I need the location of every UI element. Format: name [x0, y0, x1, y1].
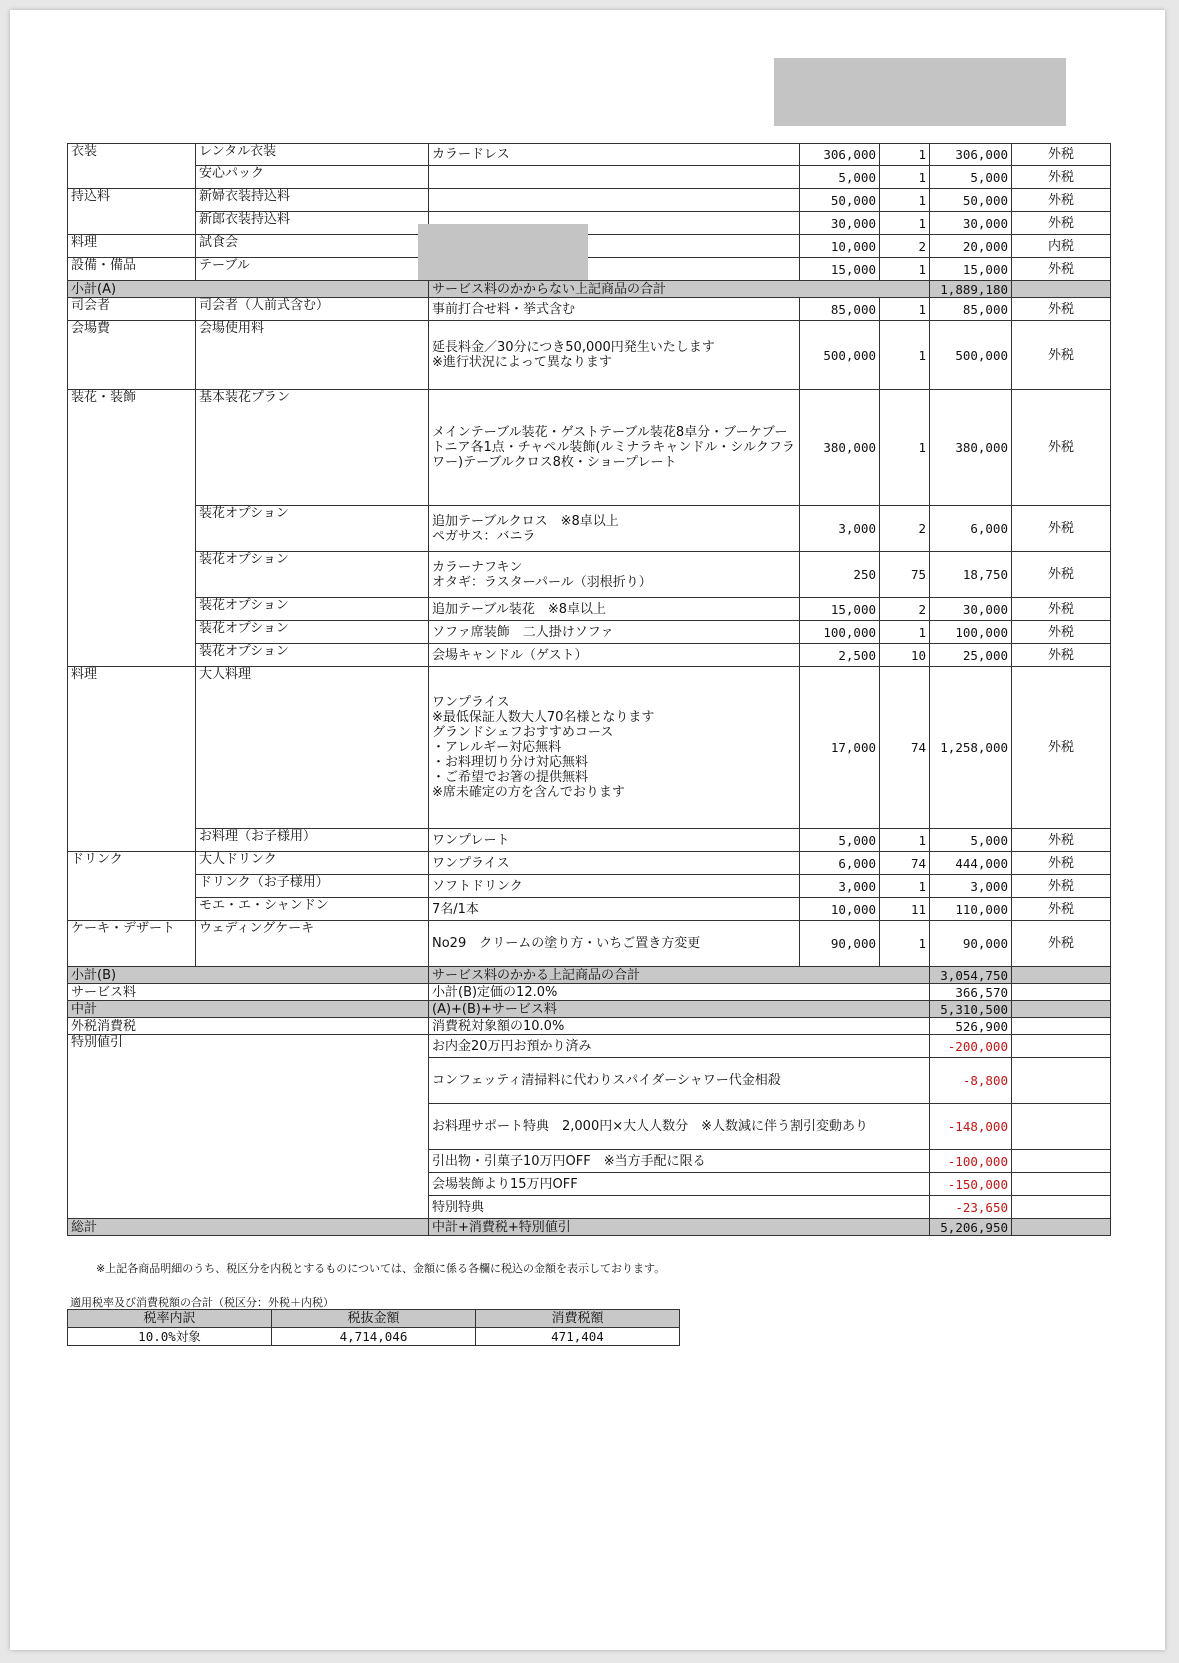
discount-amount: -23,650: [930, 1196, 1012, 1219]
subtotal-description: 中計+消費税+特別値引: [429, 1219, 930, 1236]
unit-price-cell: 17,000: [800, 667, 880, 829]
amount-cell: 1,258,000: [930, 667, 1012, 829]
detail-cell: カラーナフキン オタギ：ラスターパール（羽根折り）: [429, 552, 800, 598]
item-name-cell: テーブル: [196, 258, 429, 281]
amount-cell: 90,000: [930, 921, 1012, 967]
category-cell: 持込料: [68, 189, 196, 235]
tax-type-cell: 外税: [1012, 390, 1111, 506]
subtotal-description: サービス料のかからない上記商品の合計: [429, 281, 930, 298]
line-item-row: [68, 829, 1111, 852]
category-cell: 衣装: [68, 144, 196, 189]
unit-price-cell: 3,000: [800, 875, 880, 898]
subtotal-tax-cell: [1012, 281, 1111, 298]
item-name-cell: 装花オプション: [196, 598, 429, 621]
tax-summary-row: [68, 1328, 680, 1346]
detail-cell: ワンプライス: [429, 852, 800, 875]
detail-cell: ワンプレート: [429, 829, 800, 852]
quantity-cell: 75: [880, 552, 930, 598]
amount-cell: 3,000: [930, 875, 1012, 898]
unit-price-cell: 90,000: [800, 921, 880, 967]
line-item-row: [68, 667, 1111, 829]
header-tax-amount: 消費税額: [476, 1310, 680, 1328]
subtotal-row: [68, 1219, 1111, 1236]
category-cell: 料理: [68, 235, 196, 258]
quantity-cell: 10: [880, 644, 930, 667]
tax-amount: 471,404: [476, 1328, 680, 1346]
header-taxable-amount: 税抜金額: [272, 1310, 476, 1328]
line-item-row: [68, 390, 1111, 506]
quantity-cell: 2: [880, 235, 930, 258]
subtotal-tax-cell: [1012, 967, 1111, 984]
subtotal-description: 消費税対象額の10.0%: [429, 1018, 930, 1035]
item-name-cell: 試食会: [196, 235, 429, 258]
line-item-row: [68, 875, 1111, 898]
amount-cell: 5,000: [930, 166, 1012, 189]
amount-cell: 25,000: [930, 644, 1012, 667]
amount-cell: 15,000: [930, 258, 1012, 281]
category-cell: 会場費: [68, 321, 196, 390]
item-name-cell: 司会者（人前式含む）: [196, 298, 429, 321]
unit-price-cell: 10,000: [800, 235, 880, 258]
amount-cell: 444,000: [930, 852, 1012, 875]
discount-amount: -148,000: [930, 1104, 1012, 1150]
tax-type-cell: 外税: [1012, 667, 1111, 829]
quantity-cell: 1: [880, 144, 930, 166]
detail-cell: [429, 189, 800, 212]
unit-price-cell: 15,000: [800, 598, 880, 621]
quantity-cell: 2: [880, 506, 930, 552]
subtotal-row: [68, 1018, 1111, 1035]
discount-tax-cell: [1012, 1150, 1111, 1173]
line-item-row: [68, 189, 1111, 212]
quantity-cell: 1: [880, 212, 930, 235]
discount-amount: -8,800: [930, 1058, 1012, 1104]
unit-price-cell: 30,000: [800, 212, 880, 235]
tax-type-cell: 外税: [1012, 258, 1111, 281]
tax-type-cell: 外税: [1012, 852, 1111, 875]
detail-cell: 7名/1本: [429, 898, 800, 921]
quantity-cell: 2: [880, 598, 930, 621]
subtotal-row: [68, 967, 1111, 984]
redacted-header-block: [774, 58, 1066, 126]
item-name-cell: 装花オプション: [196, 644, 429, 667]
item-name-cell: 安心パック: [196, 166, 429, 189]
item-name-cell: お料理（お子様用）: [196, 829, 429, 852]
quantity-cell: 1: [880, 298, 930, 321]
line-item-row: [68, 852, 1111, 875]
tax-type-cell: 外税: [1012, 644, 1111, 667]
unit-price-cell: 85,000: [800, 298, 880, 321]
subtotal-amount: 366,570: [930, 984, 1012, 1001]
quantity-cell: 1: [880, 189, 930, 212]
unit-price-cell: 5,000: [800, 829, 880, 852]
unit-price-cell: 500,000: [800, 321, 880, 390]
estimate-table: [67, 143, 1111, 1236]
quantity-cell: 1: [880, 621, 930, 644]
discount-description: 会場装飾より15万円OFF: [429, 1173, 930, 1196]
discount-row: [68, 1035, 1111, 1058]
discount-tax-cell: [1012, 1058, 1111, 1104]
redacted-detail-block: [418, 224, 588, 280]
amount-cell: 110,000: [930, 898, 1012, 921]
quantity-cell: 74: [880, 667, 930, 829]
category-cell: 料理: [68, 667, 196, 852]
subtotal-description: 小計(B)定価の12.0%: [429, 984, 930, 1001]
tax-type-cell: 内税: [1012, 235, 1111, 258]
taxable-amount: 4,714,046: [272, 1328, 476, 1346]
discount-amount: -100,000: [930, 1150, 1012, 1173]
category-cell: ドリンク: [68, 852, 196, 921]
line-item-row: [68, 321, 1111, 390]
subtotal-label: 小計(A): [68, 281, 429, 298]
discount-label: 特別値引: [68, 1035, 429, 1219]
tax-type-cell: 外税: [1012, 829, 1111, 852]
discount-description: お内金20万円お預かり済み: [429, 1035, 930, 1058]
amount-cell: 30,000: [930, 212, 1012, 235]
item-name-cell: 大人ドリンク: [196, 852, 429, 875]
item-name-cell: 装花オプション: [196, 552, 429, 598]
tax-type-cell: 外税: [1012, 144, 1111, 166]
item-name-cell: 新郎衣装持込料: [196, 212, 429, 235]
amount-cell: 306,000: [930, 144, 1012, 166]
amount-cell: 85,000: [930, 298, 1012, 321]
quantity-cell: 11: [880, 898, 930, 921]
subtotal-tax-cell: [1012, 984, 1111, 1001]
amount-cell: 30,000: [930, 598, 1012, 621]
detail-cell: No29 クリームの塗り方・いちご置き方変更: [429, 921, 800, 967]
item-name-cell: レンタル衣装: [196, 144, 429, 166]
detail-cell: 延長料金／30分につき50,000円発生いたします ※進行状況によって異なります: [429, 321, 800, 390]
line-item-row: [68, 644, 1111, 667]
unit-price-cell: 100,000: [800, 621, 880, 644]
discount-amount: -200,000: [930, 1035, 1012, 1058]
subtotal-amount: 526,900: [930, 1018, 1012, 1035]
amount-cell: 5,000: [930, 829, 1012, 852]
category-cell: 装花・装飾: [68, 390, 196, 667]
line-item-row: [68, 552, 1111, 598]
discount-description: 特別特典: [429, 1196, 930, 1219]
line-item-row: [68, 298, 1111, 321]
item-name-cell: 大人料理: [196, 667, 429, 829]
amount-cell: 100,000: [930, 621, 1012, 644]
subtotal-amount: 1,889,180: [930, 281, 1012, 298]
line-item-row: [68, 621, 1111, 644]
discount-tax-cell: [1012, 1173, 1111, 1196]
category-cell: ケーキ・デザート: [68, 921, 196, 967]
detail-cell: ソファ席装飾 二人掛けソファ: [429, 621, 800, 644]
subtotal-tax-cell: [1012, 1001, 1111, 1018]
line-item-row: [68, 212, 1111, 235]
unit-price-cell: 10,000: [800, 898, 880, 921]
detail-cell: 追加テーブル装花 ※8卓以上: [429, 598, 800, 621]
tax-type-cell: 外税: [1012, 898, 1111, 921]
category-cell: 司会者: [68, 298, 196, 321]
line-item-row: [68, 506, 1111, 552]
unit-price-cell: 380,000: [800, 390, 880, 506]
item-name-cell: 会場使用料: [196, 321, 429, 390]
quantity-cell: 1: [880, 390, 930, 506]
item-name-cell: 装花オプション: [196, 506, 429, 552]
subtotal-description: (A)+(B)+サービス料: [429, 1001, 930, 1018]
unit-price-cell: 50,000: [800, 189, 880, 212]
amount-cell: 50,000: [930, 189, 1012, 212]
tax-type-cell: 外税: [1012, 298, 1111, 321]
tax-type-cell: 外税: [1012, 621, 1111, 644]
tax-type-cell: 外税: [1012, 166, 1111, 189]
item-name-cell: ドリンク（お子様用）: [196, 875, 429, 898]
tax-note: ※上記各商品明細のうち、税区分を内税とするものについては、金額に係る各欄に税込の金額を表示しております。: [96, 1262, 666, 1275]
subtotal-label: 中計: [68, 1001, 429, 1018]
discount-tax-cell: [1012, 1196, 1111, 1219]
tax-type-cell: 外税: [1012, 552, 1111, 598]
amount-cell: 20,000: [930, 235, 1012, 258]
amount-cell: 6,000: [930, 506, 1012, 552]
line-item-row: [68, 898, 1111, 921]
discount-description: 引出物・引菓子10万円OFF ※当方手配に限る: [429, 1150, 930, 1173]
tax-type-cell: 外税: [1012, 321, 1111, 390]
quantity-cell: 1: [880, 829, 930, 852]
tax-type-cell: 外税: [1012, 598, 1111, 621]
detail-cell: 追加テーブルクロス ※8卓以上 ペガサス：バニラ: [429, 506, 800, 552]
detail-cell: ソフトドリンク: [429, 875, 800, 898]
detail-cell: ワンプライス ※最低保証人数大人70名様となります グランドシェフおすすめコース ・アレルギー対応無料 ・お料理切り分け対応無料 ・ご希望でお箸の提供無料 ※席未確定の方を含んでおります: [429, 667, 800, 829]
discount-tax-cell: [1012, 1035, 1111, 1058]
subtotal-row: [68, 984, 1111, 1001]
amount-cell: 18,750: [930, 552, 1012, 598]
unit-price-cell: 5,000: [800, 166, 880, 189]
quantity-cell: 1: [880, 258, 930, 281]
line-item-row: [68, 235, 1111, 258]
subtotal-label: 小計(B): [68, 967, 429, 984]
tax-summary-header-row: [68, 1310, 680, 1328]
unit-price-cell: 6,000: [800, 852, 880, 875]
subtotal-tax-cell: [1012, 1018, 1111, 1035]
line-item-row: [68, 598, 1111, 621]
unit-price-cell: 3,000: [800, 506, 880, 552]
line-item-row: [68, 144, 1111, 166]
amount-cell: 380,000: [930, 390, 1012, 506]
discount-description: お料理サポート特典 2,000円×大人人数分 ※人数減に伴う割引変動あり: [429, 1104, 930, 1150]
tax-type-cell: 外税: [1012, 921, 1111, 967]
quantity-cell: 1: [880, 321, 930, 390]
discount-description: コンフェッティ清掃料に代わりスパイダーシャワー代金相殺: [429, 1058, 930, 1104]
unit-price-cell: 15,000: [800, 258, 880, 281]
line-item-row: [68, 166, 1111, 189]
discount-amount: -150,000: [930, 1173, 1012, 1196]
detail-cell: カラードレス: [429, 144, 800, 166]
subtotal-row: [68, 1001, 1111, 1018]
detail-cell: 事前打合せ料・挙式含む: [429, 298, 800, 321]
quantity-cell: 1: [880, 921, 930, 967]
subtotal-label: 総計: [68, 1219, 429, 1236]
tax-type-cell: 外税: [1012, 212, 1111, 235]
subtotal-amount: 3,054,750: [930, 967, 1012, 984]
subtotal-label: 外税消費税: [68, 1018, 429, 1035]
subtotal-amount: 5,206,950: [930, 1219, 1012, 1236]
item-name-cell: モエ・エ・シャンドン: [196, 898, 429, 921]
unit-price-cell: 306,000: [800, 144, 880, 166]
subtotal-description: サービス料のかかる上記商品の合計: [429, 967, 930, 984]
quantity-cell: 1: [880, 875, 930, 898]
amount-cell: 500,000: [930, 321, 1012, 390]
subtotal-row: [68, 281, 1111, 298]
item-name-cell: 基本装花プラン: [196, 390, 429, 506]
header-tax-rate: 税率内訳: [68, 1310, 272, 1328]
line-item-row: [68, 921, 1111, 967]
quantity-cell: 1: [880, 166, 930, 189]
item-name-cell: ウェディングケーキ: [196, 921, 429, 967]
item-name-cell: 装花オプション: [196, 621, 429, 644]
tax-type-cell: 外税: [1012, 875, 1111, 898]
subtotal-label: サービス料: [68, 984, 429, 1001]
tax-summary-title: 適用税率及び消費税額の合計（税区分：外税＋内税）: [70, 1296, 334, 1309]
quantity-cell: 74: [880, 852, 930, 875]
subtotal-amount: 5,310,500: [930, 1001, 1012, 1018]
subtotal-tax-cell: [1012, 1219, 1111, 1236]
unit-price-cell: 250: [800, 552, 880, 598]
tax-type-cell: 外税: [1012, 189, 1111, 212]
unit-price-cell: 2,500: [800, 644, 880, 667]
detail-cell: メインテーブル装花・ゲストテーブル装花8卓分・ブーケブートニア各1点・チャペル装飾(ルミナラキャンドル・シルクフラワー)テーブルクロス8枚・ショープレート: [429, 390, 800, 506]
item-name-cell: 新婦衣装持込料: [196, 189, 429, 212]
category-cell: 設備・備品: [68, 258, 196, 281]
tax-rate: 10.0%対象: [68, 1328, 272, 1346]
detail-cell: 会場キャンドル（ゲスト）: [429, 644, 800, 667]
detail-cell: [429, 166, 800, 189]
tax-summary-table: [67, 1309, 680, 1346]
discount-tax-cell: [1012, 1104, 1111, 1150]
tax-type-cell: 外税: [1012, 506, 1111, 552]
line-item-row: [68, 258, 1111, 281]
